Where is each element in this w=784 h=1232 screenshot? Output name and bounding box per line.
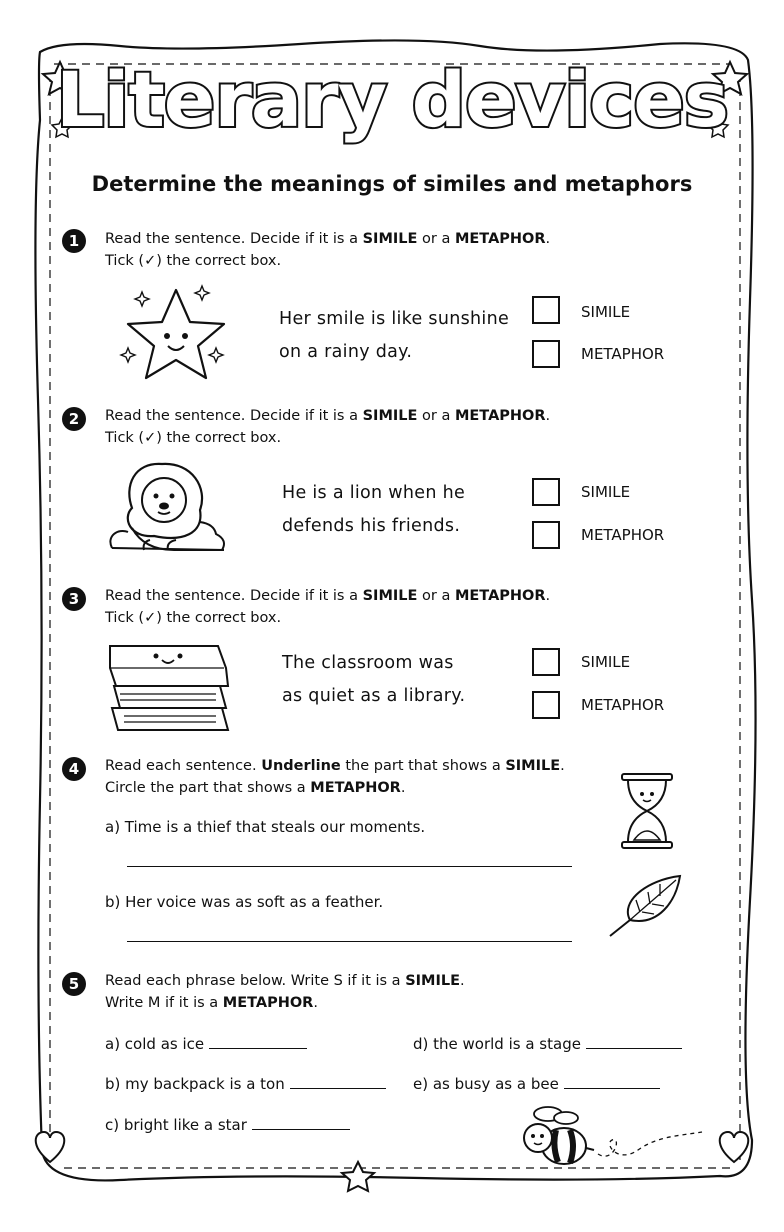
simile-checkbox[interactable] — [532, 478, 560, 506]
metaphor-label: METAPHOR — [581, 526, 665, 544]
metaphor-label: METAPHOR — [581, 345, 665, 363]
phrase-item: a) cold as ice — [105, 1035, 307, 1053]
star-icon — [118, 284, 238, 384]
metaphor-checkbox[interactable] — [532, 340, 560, 368]
question-instruction: Read each phrase below. Write S if it is a SIMILE. Write M if it is a METAPHOR. — [105, 973, 465, 1011]
question-instruction: Read the sentence. Decide if it is a SIMILE or a METAPHOR. Tick (✓) the correct box. — [105, 231, 551, 269]
simile-checkbox[interactable] — [532, 296, 560, 324]
question-sentence: He is a lion when he defends his friends. — [282, 483, 466, 536]
books-icon — [104, 638, 234, 738]
question-instruction: Read each sentence. Underline the part that shows a SIMILE. Circle the part that shows a METAPHOR. — [105, 758, 565, 796]
question-number: 3 — [62, 587, 86, 611]
answer-blank[interactable] — [290, 1088, 386, 1089]
answer-blank[interactable] — [252, 1129, 350, 1130]
answer-line[interactable] — [127, 941, 572, 942]
sentence-b: b) Her voice was as soft as a feather. — [105, 893, 384, 911]
answer-line[interactable] — [127, 866, 572, 867]
simile-checkbox[interactable] — [532, 648, 560, 676]
page-title: Literary devices — [56, 55, 728, 144]
heart-icon — [36, 1132, 65, 1162]
page-subtitle: Determine the meanings of similes and metaphors — [91, 172, 693, 196]
metaphor-checkbox[interactable] — [532, 691, 560, 719]
phrase-item: c) bright like a star — [105, 1116, 350, 1134]
question-number: 4 — [62, 757, 86, 781]
phrase-item: d) the world is a stage — [413, 1035, 682, 1053]
sentence-a: a) Time is a thief that steals our moments. — [105, 818, 426, 836]
simile-label: SIMILE — [581, 483, 631, 501]
simile-label: SIMILE — [581, 653, 631, 671]
bee-icon — [518, 1106, 718, 1176]
lion-icon — [104, 458, 234, 560]
question-instruction: Read the sentence. Decide if it is a SIMILE or a METAPHOR. Tick (✓) the correct box. — [105, 408, 551, 446]
answer-blank[interactable] — [564, 1088, 660, 1089]
phrase-item: b) my backpack is a ton — [105, 1075, 386, 1093]
answer-blank[interactable] — [586, 1048, 682, 1049]
metaphor-label: METAPHOR — [581, 696, 665, 714]
hourglass-icon — [618, 772, 676, 852]
star-icon — [342, 1162, 374, 1191]
question-sentence: Her smile is like sunshine on a rainy day. — [279, 309, 510, 362]
phrase-item: e) as busy as a bee — [413, 1075, 660, 1093]
simile-label: SIMILE — [581, 303, 631, 321]
question-instruction: Read the sentence. Decide if it is a SIMILE or a METAPHOR. Tick (✓) the correct box. — [105, 588, 551, 626]
feather-icon — [606, 872, 686, 942]
metaphor-checkbox[interactable] — [532, 521, 560, 549]
question-number: 1 — [62, 229, 86, 253]
question-sentence: The classroom was as quiet as a library. — [282, 653, 466, 706]
heart-icon — [720, 1132, 749, 1162]
answer-blank[interactable] — [209, 1048, 307, 1049]
question-number: 5 — [62, 972, 86, 996]
question-number: 2 — [62, 407, 86, 431]
